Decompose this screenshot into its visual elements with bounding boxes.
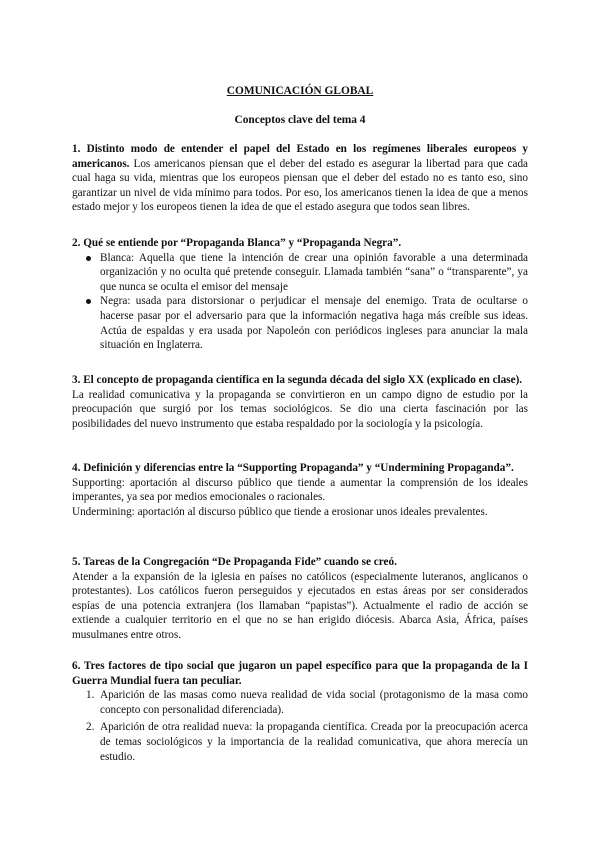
list-item-number: 2. (86, 721, 95, 734)
list-item (72, 688, 528, 717)
section-1 (72, 142, 528, 215)
section-4 (72, 461, 528, 519)
section-3 (72, 373, 528, 431)
section-4-heading: 4. Definición y diferencias entre la “Supporting Propaganda” y “Undermining Propaganda”. (72, 462, 514, 474)
list-item: Blanca: Aquella que tiene la intención de crear una opinión favorable a una determinada organización y no oculta qué pretende conseguir. Llamada también “sana” o “transparente”, ya que nunca se oculta el emisor del mensaje (72, 251, 528, 295)
section-3-body: La realidad comunicativa y la propaganda se convirtieron en un campo digno de estudio por la preocupación que surgió por los temas sociológicos. Se dio una cierta fascinación por las posibilidades del nuevo instrumento que estaba respaldado por la sociología y la psicología. (72, 388, 528, 430)
section-6-heading: 6. Tres factores de tipo social que jugaron un papel específico para que la propaganda de la I Guerra Mundial fuera tan peculiar. (72, 660, 528, 687)
section-4-undermining: Undermining: aportación al discurso público que tiende a erosionar unos ideales prevalentes. (72, 505, 488, 518)
list-item (72, 720, 528, 764)
section-5-body: Atender a la expansión de la iglesia en países no católicos (especialmente luteranos, anglicanos o protestantes). Los católicos fueron perseguidos y ejecutados en estas áreas por ser considerados espías de una potencia extranjera (los llamaban “papistas”). Actualmente el radio de acción se extiende a cualquier territorio en el que no se han erigido diócesis. Abarca Asia, África, países musulmanes entre otros. (72, 570, 528, 641)
section-1-heading: 1. Distinto modo de entender el papel del Estado en los regímenes liberales europeos y americanos. (72, 143, 528, 170)
document-title: COMUNICACIÓN GLOBAL (226, 85, 374, 97)
list-item-text: Aparición de las masas como nueva realidad de vida social (protagonismo de la masa como concepto con personalidad diferenciada). (100, 689, 528, 716)
section-2-list (72, 251, 528, 353)
section-3-heading: 3. El concepto de propaganda científica en la segunda década del siglo XX (explicado en clase). (72, 374, 523, 386)
list-item: Negra: usada para distorsionar o perjudicar el mensaje del enemigo. Trata de ocultarse o hacerse pasar por el adversario para que la información negativa haga más creíble sus ideas. Actúa de espaldas y era usada por Napoleón con periódicos ingleses para anunciar la mala situación en Inglaterra. (72, 294, 528, 352)
section-2 (72, 236, 528, 353)
section-1-paragraph (72, 142, 528, 215)
section-6 (72, 659, 528, 767)
section-5 (72, 555, 528, 643)
section-4-supporting: Supporting: aportación al discurso público que tiende a aumentar la comprensión de los ideales imperantes, ya sea por medios emocionales o racionales. (72, 476, 528, 504)
list-item-number: 1. (86, 689, 95, 702)
section-2-heading: 2. Qué se entiende por “Propaganda Blanca” y “Propaganda Negra”. (72, 237, 402, 249)
section-5-heading: 5. Tareas de la Congregación “De Propaganda Fide” cuando se creó. (72, 556, 397, 568)
section-1-body: Los americanos piensan que el deber del estado es asegurar la libertad para que cada cual haga su vida, mientras que los europeos piensan que el deber del estado no es tanto eso, sino garantizar un nivel de vida mínimo para todos. Por eso, los americanos tienen la idea de que a menos estado mejor y los europeos tienen la idea de que el estado asegura que todos sean libres. (72, 157, 528, 214)
section-6-list (72, 688, 528, 764)
list-item-text: Aparición de otra realidad nueva: la propaganda científica. Creada por la preocupación acerca de temas sociológicos y la importancia de la realidad comunicativa, que ahora merecía un estudio. (100, 721, 528, 763)
document-subtitle: Conceptos clave del tema 4 (234, 114, 366, 126)
